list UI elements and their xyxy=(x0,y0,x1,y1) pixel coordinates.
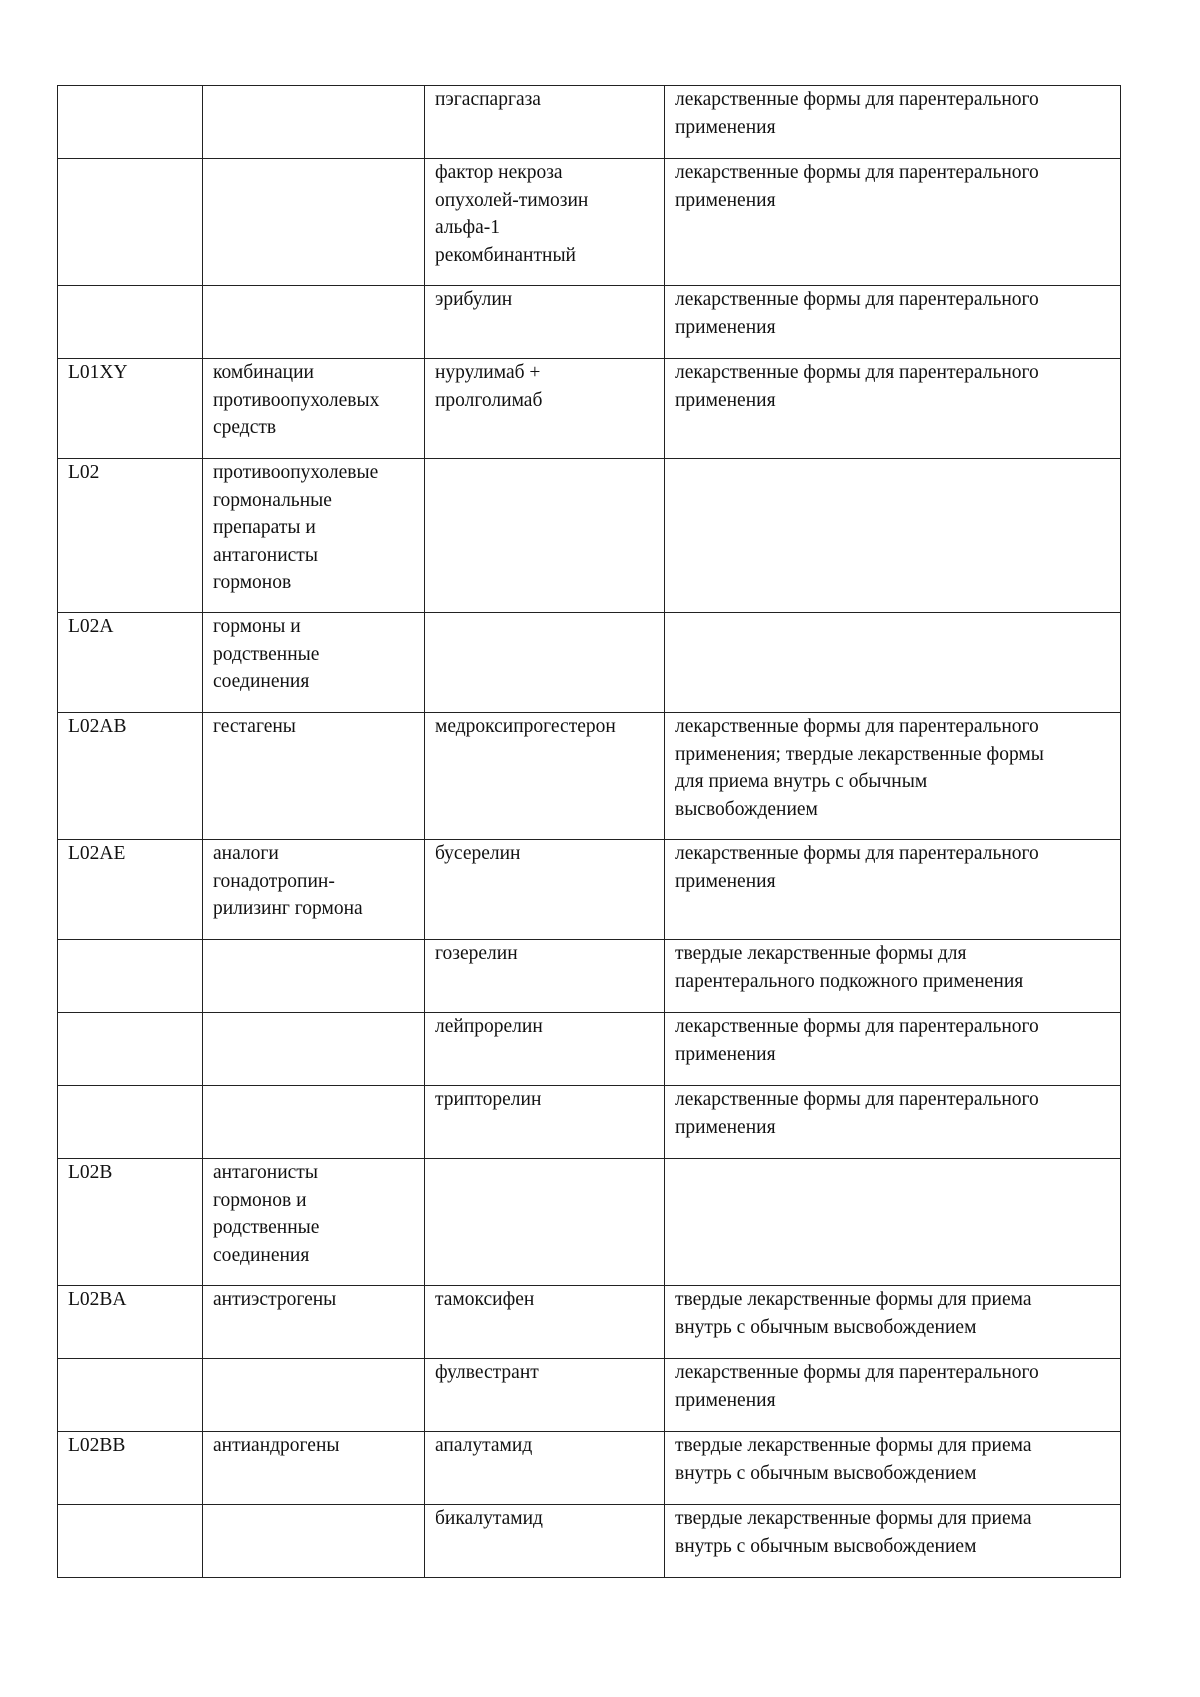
substance-name-cell: нурулимаб + пролголимаб xyxy=(425,359,665,459)
substance-name-cell: фулвестрант xyxy=(425,1359,665,1432)
atc-code-cell xyxy=(58,86,203,159)
atc-code-cell: L02AB xyxy=(58,713,203,840)
atc-code-cell xyxy=(58,286,203,359)
substance-name-cell: бикалутамид xyxy=(425,1505,665,1578)
atc-code-cell: L02BA xyxy=(58,1286,203,1359)
atc-group-cell: противоопухолевые гормональные препараты и антагонисты гормонов xyxy=(203,459,425,613)
atc-group-cell: антиэстрогены xyxy=(203,1286,425,1359)
substance-name-cell xyxy=(425,613,665,713)
table-row xyxy=(58,459,1121,613)
atc-code-cell xyxy=(58,1359,203,1432)
atc-group-cell: антагонисты гормонов и родственные соединения xyxy=(203,1159,425,1286)
table-row xyxy=(58,159,1121,286)
table-row xyxy=(58,86,1121,159)
table-row xyxy=(58,1159,1121,1286)
atc-group-cell: комбинации противоопухолевых средств xyxy=(203,359,425,459)
atc-code-cell xyxy=(58,159,203,286)
dosage-forms-cell: лекарственные формы для парентерального применения xyxy=(665,1013,1121,1086)
substance-name-cell: фактор некроза опухолей-тимозин альфа-1 рекомбинантный xyxy=(425,159,665,286)
atc-group-cell: антиандрогены xyxy=(203,1432,425,1505)
dosage-forms-cell: твердые лекарственные формы для приема внутрь с обычным высвобождением xyxy=(665,1505,1121,1578)
atc-group-cell xyxy=(203,1086,425,1159)
atc-code-cell: L02 xyxy=(58,459,203,613)
substance-name-cell xyxy=(425,1159,665,1286)
table-row xyxy=(58,840,1121,940)
atc-code-cell xyxy=(58,1013,203,1086)
dosage-forms-cell: лекарственные формы для парентерального применения xyxy=(665,86,1121,159)
dosage-forms-cell xyxy=(665,613,1121,713)
atc-group-cell xyxy=(203,1013,425,1086)
atc-code-cell: L02BB xyxy=(58,1432,203,1505)
substance-name-cell xyxy=(425,459,665,613)
substance-name-cell: бусерелин xyxy=(425,840,665,940)
substance-name-cell: гозерелин xyxy=(425,940,665,1013)
atc-code-cell xyxy=(58,1505,203,1578)
dosage-forms-cell: лекарственные формы для парентерального применения xyxy=(665,1359,1121,1432)
table-row xyxy=(58,713,1121,840)
table-row xyxy=(58,1432,1121,1505)
atc-group-cell: гормоны и родственные соединения xyxy=(203,613,425,713)
drug-table-body xyxy=(58,86,1121,1578)
atc-group-cell xyxy=(203,1505,425,1578)
atc-group-cell xyxy=(203,940,425,1013)
atc-group-cell xyxy=(203,86,425,159)
dosage-forms-cell: лекарственные формы для парентерального применения; твердые лекарственные формы для приема внутрь с обычным высвобождением xyxy=(665,713,1121,840)
substance-name-cell: тамоксифен xyxy=(425,1286,665,1359)
atc-group-cell: гестагены xyxy=(203,713,425,840)
dosage-forms-cell: твердые лекарственные формы для приема внутрь с обычным высвобождением xyxy=(665,1286,1121,1359)
atc-group-cell: аналоги гонадотропин- рилизинг гормона xyxy=(203,840,425,940)
dosage-forms-cell: лекарственные формы для парентерального применения xyxy=(665,840,1121,940)
atc-code-cell xyxy=(58,940,203,1013)
atc-group-cell xyxy=(203,159,425,286)
substance-name-cell: пэгаспаргаза xyxy=(425,86,665,159)
drug-table xyxy=(57,85,1121,1578)
atc-code-cell: L01XY xyxy=(58,359,203,459)
substance-name-cell: эрибулин xyxy=(425,286,665,359)
table-row xyxy=(58,940,1121,1013)
substance-name-cell: лейпрорелин xyxy=(425,1013,665,1086)
atc-group-cell xyxy=(203,1359,425,1432)
table-row xyxy=(58,1286,1121,1359)
dosage-forms-cell: лекарственные формы для парентерального применения xyxy=(665,359,1121,459)
dosage-forms-cell xyxy=(665,1159,1121,1286)
table-row xyxy=(58,1505,1121,1578)
table-row xyxy=(58,1086,1121,1159)
dosage-forms-cell: лекарственные формы для парентерального применения xyxy=(665,286,1121,359)
table-row xyxy=(58,359,1121,459)
table-row xyxy=(58,286,1121,359)
dosage-forms-cell: лекарственные формы для парентерального применения xyxy=(665,159,1121,286)
atc-group-cell xyxy=(203,286,425,359)
atc-code-cell: L02AE xyxy=(58,840,203,940)
atc-code-cell xyxy=(58,1086,203,1159)
atc-code-cell: L02B xyxy=(58,1159,203,1286)
atc-code-cell: L02A xyxy=(58,613,203,713)
dosage-forms-cell xyxy=(665,459,1121,613)
table-row xyxy=(58,1013,1121,1086)
table-row xyxy=(58,613,1121,713)
dosage-forms-cell: твердые лекарственные формы для приема внутрь с обычным высвобождением xyxy=(665,1432,1121,1505)
dosage-forms-cell: твердые лекарственные формы для парентерального подкожного применения xyxy=(665,940,1121,1013)
table-row xyxy=(58,1359,1121,1432)
substance-name-cell: трипторелин xyxy=(425,1086,665,1159)
substance-name-cell: медроксипрогестерон xyxy=(425,713,665,840)
substance-name-cell: апалутамид xyxy=(425,1432,665,1505)
dosage-forms-cell: лекарственные формы для парентерального применения xyxy=(665,1086,1121,1159)
